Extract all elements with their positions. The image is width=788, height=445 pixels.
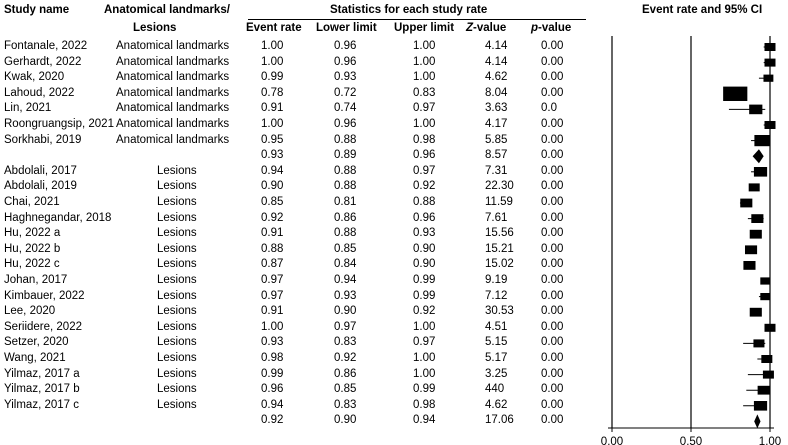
p-value: 0.00 [541,196,564,208]
z-value: 22.30 [485,180,514,193]
p-value: 0.00 [541,336,564,349]
study-name: Yilmaz, 2017 a [4,367,80,380]
lower-limit: 0.86 [334,367,357,380]
upper-limit: 0.83 [413,86,436,99]
upper-limit: 0.97 [413,336,436,349]
p-value: 0.00 [541,305,564,318]
upper-limit: 0.98 [413,133,436,146]
event-rate: 0.78 [261,86,284,99]
upper-limit: 0.90 [413,258,436,271]
lower-limit: 0.88 [334,227,357,240]
study-group: Lesions [157,258,197,271]
z-value: 11.59 [485,196,513,208]
z-value: 7.61 [485,211,508,224]
upper-limit: 1.00 [413,55,436,68]
header-group-line1: Anatomical landmarks/ [104,4,230,16]
study-name: Lahoud, 2022 [4,86,75,99]
study-group: Lesions [157,196,197,208]
z-value: 8.57 [485,149,508,162]
study-group: Anatomical landmarks [116,71,230,84]
z-value: 8.04 [485,86,508,99]
lower-limit: 0.89 [334,149,357,162]
event-rate: 1.00 [261,55,284,68]
lower-limit: 0.84 [334,258,357,271]
lower-limit: 0.90 [334,305,357,318]
p-value: 0.0 [541,102,557,115]
point-estimate [763,371,774,379]
study-name: Wang, 2021 [4,352,66,364]
point-estimate [765,43,776,51]
study-name: Fontanale, 2022 [4,40,88,52]
z-suffix: -value [473,22,507,34]
point-estimate [750,230,762,239]
z-value: 9.19 [485,274,508,286]
lower-limit: 0.96 [334,118,357,130]
point-estimate [745,245,757,254]
study-group: Anatomical landmarks [116,86,230,99]
z-value: 4.62 [485,398,508,411]
p-value: 0.00 [541,164,564,177]
header-lower-limit: Lower limit [316,22,377,34]
study-name: Hu, 2022 a [4,227,61,240]
upper-limit: 0.98 [413,398,436,411]
study-group: Lesions [157,274,197,286]
event-rate: 0.87 [261,258,284,271]
header-plot-title: Event rate and 95% CI [642,4,763,16]
point-estimate [763,75,773,82]
study-name: Abdolali, 2019 [4,180,77,193]
header-group-line2: Lesions [133,22,177,34]
upper-limit: 0.99 [413,383,436,396]
event-rate: 0.99 [261,71,284,84]
lower-limit: 0.83 [334,398,357,411]
p-value: 0.00 [541,180,564,193]
study-group: Lesions [157,398,197,411]
event-rate: 0.88 [261,242,284,255]
z-value: 7.12 [485,289,508,302]
lower-limit: 0.88 [334,133,357,146]
z-value: 15.21 [485,242,514,255]
p-value: 0.00 [541,211,564,224]
lower-limit: 0.88 [334,164,357,177]
study-group: Lesions [157,320,197,333]
z-value: 4.14 [485,55,508,68]
event-rate: 0.91 [261,305,284,318]
study-group: Lesions [157,383,197,396]
upper-limit: 0.96 [413,211,436,224]
point-estimate [751,214,763,223]
event-rate: 0.93 [261,336,284,349]
upper-limit: 0.88 [413,196,436,208]
z-value: 4.14 [485,40,508,52]
lower-limit: 0.94 [334,274,357,286]
p-value: 0.00 [541,227,564,240]
p-value: 0.00 [541,398,564,411]
point-estimate [749,105,762,115]
p-value: 0.00 [541,383,564,396]
summary-diamond [753,149,764,163]
point-estimate [765,324,776,332]
point-estimate [750,308,762,317]
p-value: 0.00 [541,352,564,364]
z-value: 3.63 [485,102,508,115]
event-rate: 0.91 [261,102,284,115]
p-value: 0.00 [541,274,564,286]
p-value: 0.00 [541,71,564,84]
p-value: 0.00 [541,118,564,130]
z-value: 15.56 [485,227,514,240]
study-name: Haghnegandar, 2018 [4,211,112,224]
header-upper-limit: Upper limit [394,22,455,34]
event-rate: 0.98 [261,352,284,364]
point-estimate [740,199,752,208]
study-name: Chai, 2021 [4,196,60,208]
study-name: Roongruangsip, 2021 [4,118,114,130]
event-rate: 0.99 [261,367,284,380]
study-group: Lesions [157,211,197,224]
study-group: Lesions [157,164,197,177]
event-rate: 0.95 [261,133,284,146]
point-estimate [749,183,760,191]
study-name: Yilmaz, 2017 b [4,383,80,396]
point-estimate [754,167,767,177]
upper-limit: 1.00 [413,352,436,364]
study-group: Anatomical landmarks [116,133,230,146]
point-estimate [761,355,772,363]
upper-limit: 0.96 [413,149,436,162]
event-rate: 1.00 [261,40,284,52]
upper-limit: 1.00 [413,367,436,380]
header-event-rate: Event rate [246,22,302,34]
upper-limit: 0.97 [413,102,436,115]
lower-limit: 0.92 [334,352,357,364]
upper-limit: 0.94 [413,414,436,427]
lower-limit: 0.96 [334,40,357,52]
study-group: Lesions [157,289,197,302]
point-estimate [754,135,769,146]
p-value: 0.00 [541,55,564,68]
study-name: Hu, 2022 c [4,258,60,271]
point-estimate [765,59,776,67]
event-rate: 0.92 [261,211,284,224]
x-tick-label: 0.50 [679,436,703,445]
header-stats-title: Statistics for each study rate [330,4,488,16]
lower-limit: 0.81 [334,196,357,208]
x-tick-label: 0.00 [600,436,624,445]
upper-limit: 0.92 [413,180,436,193]
study-name: Johan, 2017 [4,274,68,286]
lower-limit: 0.74 [334,102,357,115]
z-value: 4.62 [485,71,508,84]
p-value: 0.00 [541,258,564,271]
upper-limit: 1.00 [413,71,436,84]
p-letter: p [531,22,539,34]
study-name: Sorkhabi, 2019 [4,133,82,146]
point-estimate [760,277,770,284]
study-group: Lesions [157,180,197,193]
study-name: Yilmaz, 2017 c [4,398,79,411]
upper-limit: 0.92 [413,305,436,318]
event-rate: 0.93 [261,149,284,162]
study-group: Lesions [157,227,197,240]
study-name: Kwak, 2020 [4,71,65,84]
event-rate: 0.91 [261,227,284,240]
z-value: 4.17 [485,118,508,130]
z-value: 30.53 [485,305,514,318]
event-rate: 0.97 [261,274,284,286]
study-name: Lin, 2021 [4,102,52,115]
summary-diamond [754,414,760,428]
lower-limit: 0.96 [334,55,357,68]
lower-limit: 0.88 [334,180,357,193]
lower-limit: 0.90 [334,414,357,427]
event-rate: 0.90 [261,180,284,193]
study-name: Abdolali, 2017 [4,164,77,177]
p-value: 0.00 [541,289,564,302]
study-group: Lesions [157,352,197,364]
z-value: 3.25 [485,367,508,380]
lower-limit: 0.85 [334,383,357,396]
z-value: 5.85 [485,133,508,146]
z-value: 5.15 [485,336,508,349]
point-estimate [754,401,767,411]
point-estimate [760,293,770,300]
z-value: 7.31 [485,164,508,177]
x-tick-label: 1.00 [758,436,782,445]
event-rate: 0.85 [261,196,284,208]
p-value: 0.00 [541,414,564,427]
study-group: Anatomical landmarks [116,102,230,115]
lower-limit: 0.83 [334,336,357,349]
lower-limit: 0.97 [334,320,357,333]
upper-limit: 0.99 [413,289,436,302]
upper-limit: 0.99 [413,274,436,286]
point-estimate [765,121,776,129]
lower-limit: 0.86 [334,211,357,224]
upper-limit: 0.97 [413,164,436,177]
study-group: Lesions [157,242,197,255]
p-value: 0.00 [541,149,564,162]
upper-limit: 0.93 [413,227,436,240]
p-suffix: -value [538,22,572,34]
z-value: 15.02 [485,258,514,271]
point-estimate [723,87,747,101]
event-rate: 0.92 [261,414,284,427]
event-rate: 0.94 [261,164,284,177]
lower-limit: 0.93 [334,289,357,302]
upper-limit: 1.00 [413,118,436,130]
event-rate: 0.97 [261,289,284,302]
z-value: 440 [485,383,505,396]
point-estimate [753,339,764,347]
z-value: 5.17 [485,352,508,364]
event-rate: 0.94 [261,398,284,411]
event-rate: 1.00 [261,320,284,333]
study-name: Lee, 2020 [4,305,56,318]
z-value: 4.51 [485,320,508,333]
p-value: 0.00 [541,242,564,255]
study-group: Lesions [157,336,197,349]
study-name: Kimbauer, 2022 [4,289,85,302]
study-name: Seriidere, 2022 [4,320,82,333]
study-name: Hu, 2022 b [4,242,61,255]
upper-limit: 1.00 [413,320,436,333]
upper-limit: 1.00 [413,40,436,52]
lower-limit: 0.85 [334,242,357,255]
lower-limit: 0.93 [334,71,357,84]
p-value: 0.00 [541,86,564,99]
upper-limit: 0.90 [413,242,436,255]
header-study-name: Study name [4,4,70,16]
study-group: Anatomical landmarks [116,118,230,130]
z-letter: Z [466,22,474,34]
point-estimate [743,261,755,270]
study-name: Setzer, 2020 [4,336,69,349]
event-rate: 0.96 [261,383,284,396]
lower-limit: 0.72 [334,86,357,99]
p-value: 0.00 [541,367,564,380]
study-group: Lesions [157,367,197,380]
p-value: 0.00 [541,40,564,52]
p-value: 0.00 [541,133,564,146]
point-estimate [758,386,770,395]
study-group: Anatomical landmarks [116,55,230,68]
study-group: Anatomical landmarks [116,40,230,52]
study-group: Lesions [157,305,197,318]
p-value: 0.00 [541,320,564,333]
event-rate: 1.00 [261,118,284,130]
study-name: Gerhardt, 2022 [4,55,82,68]
z-value: 17.06 [485,414,514,427]
